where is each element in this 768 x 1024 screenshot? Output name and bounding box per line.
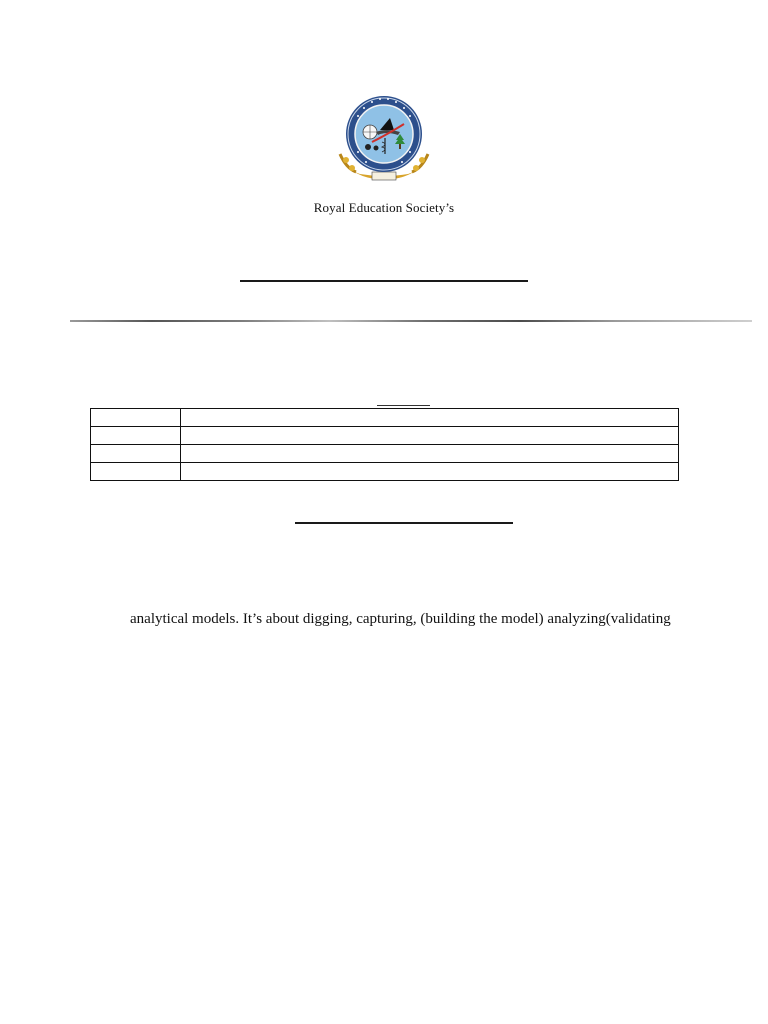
table-row — [91, 409, 679, 427]
table-cell-value — [181, 463, 679, 481]
table-cell-value — [181, 445, 679, 463]
title-underline — [240, 280, 528, 282]
table-caption-underline — [377, 405, 430, 406]
table-cell-value — [181, 427, 679, 445]
table-row — [91, 463, 679, 481]
info-table — [90, 408, 679, 481]
table-row — [91, 427, 679, 445]
table-cell-label — [91, 463, 181, 481]
table-cell-label — [91, 445, 181, 463]
society-name: Royal Education Society’s — [313, 200, 455, 215]
table-cell-label — [91, 409, 181, 427]
table-cell-value — [181, 409, 679, 427]
table-cell-label — [91, 427, 181, 445]
society-seal-icon — [334, 94, 434, 184]
body-text-line: analytical models. It’s about digging, capturing, (building the model) analyzing(validating — [130, 611, 671, 627]
table-row — [91, 445, 679, 463]
section-divider — [70, 320, 752, 322]
section-heading-underline — [295, 522, 513, 524]
